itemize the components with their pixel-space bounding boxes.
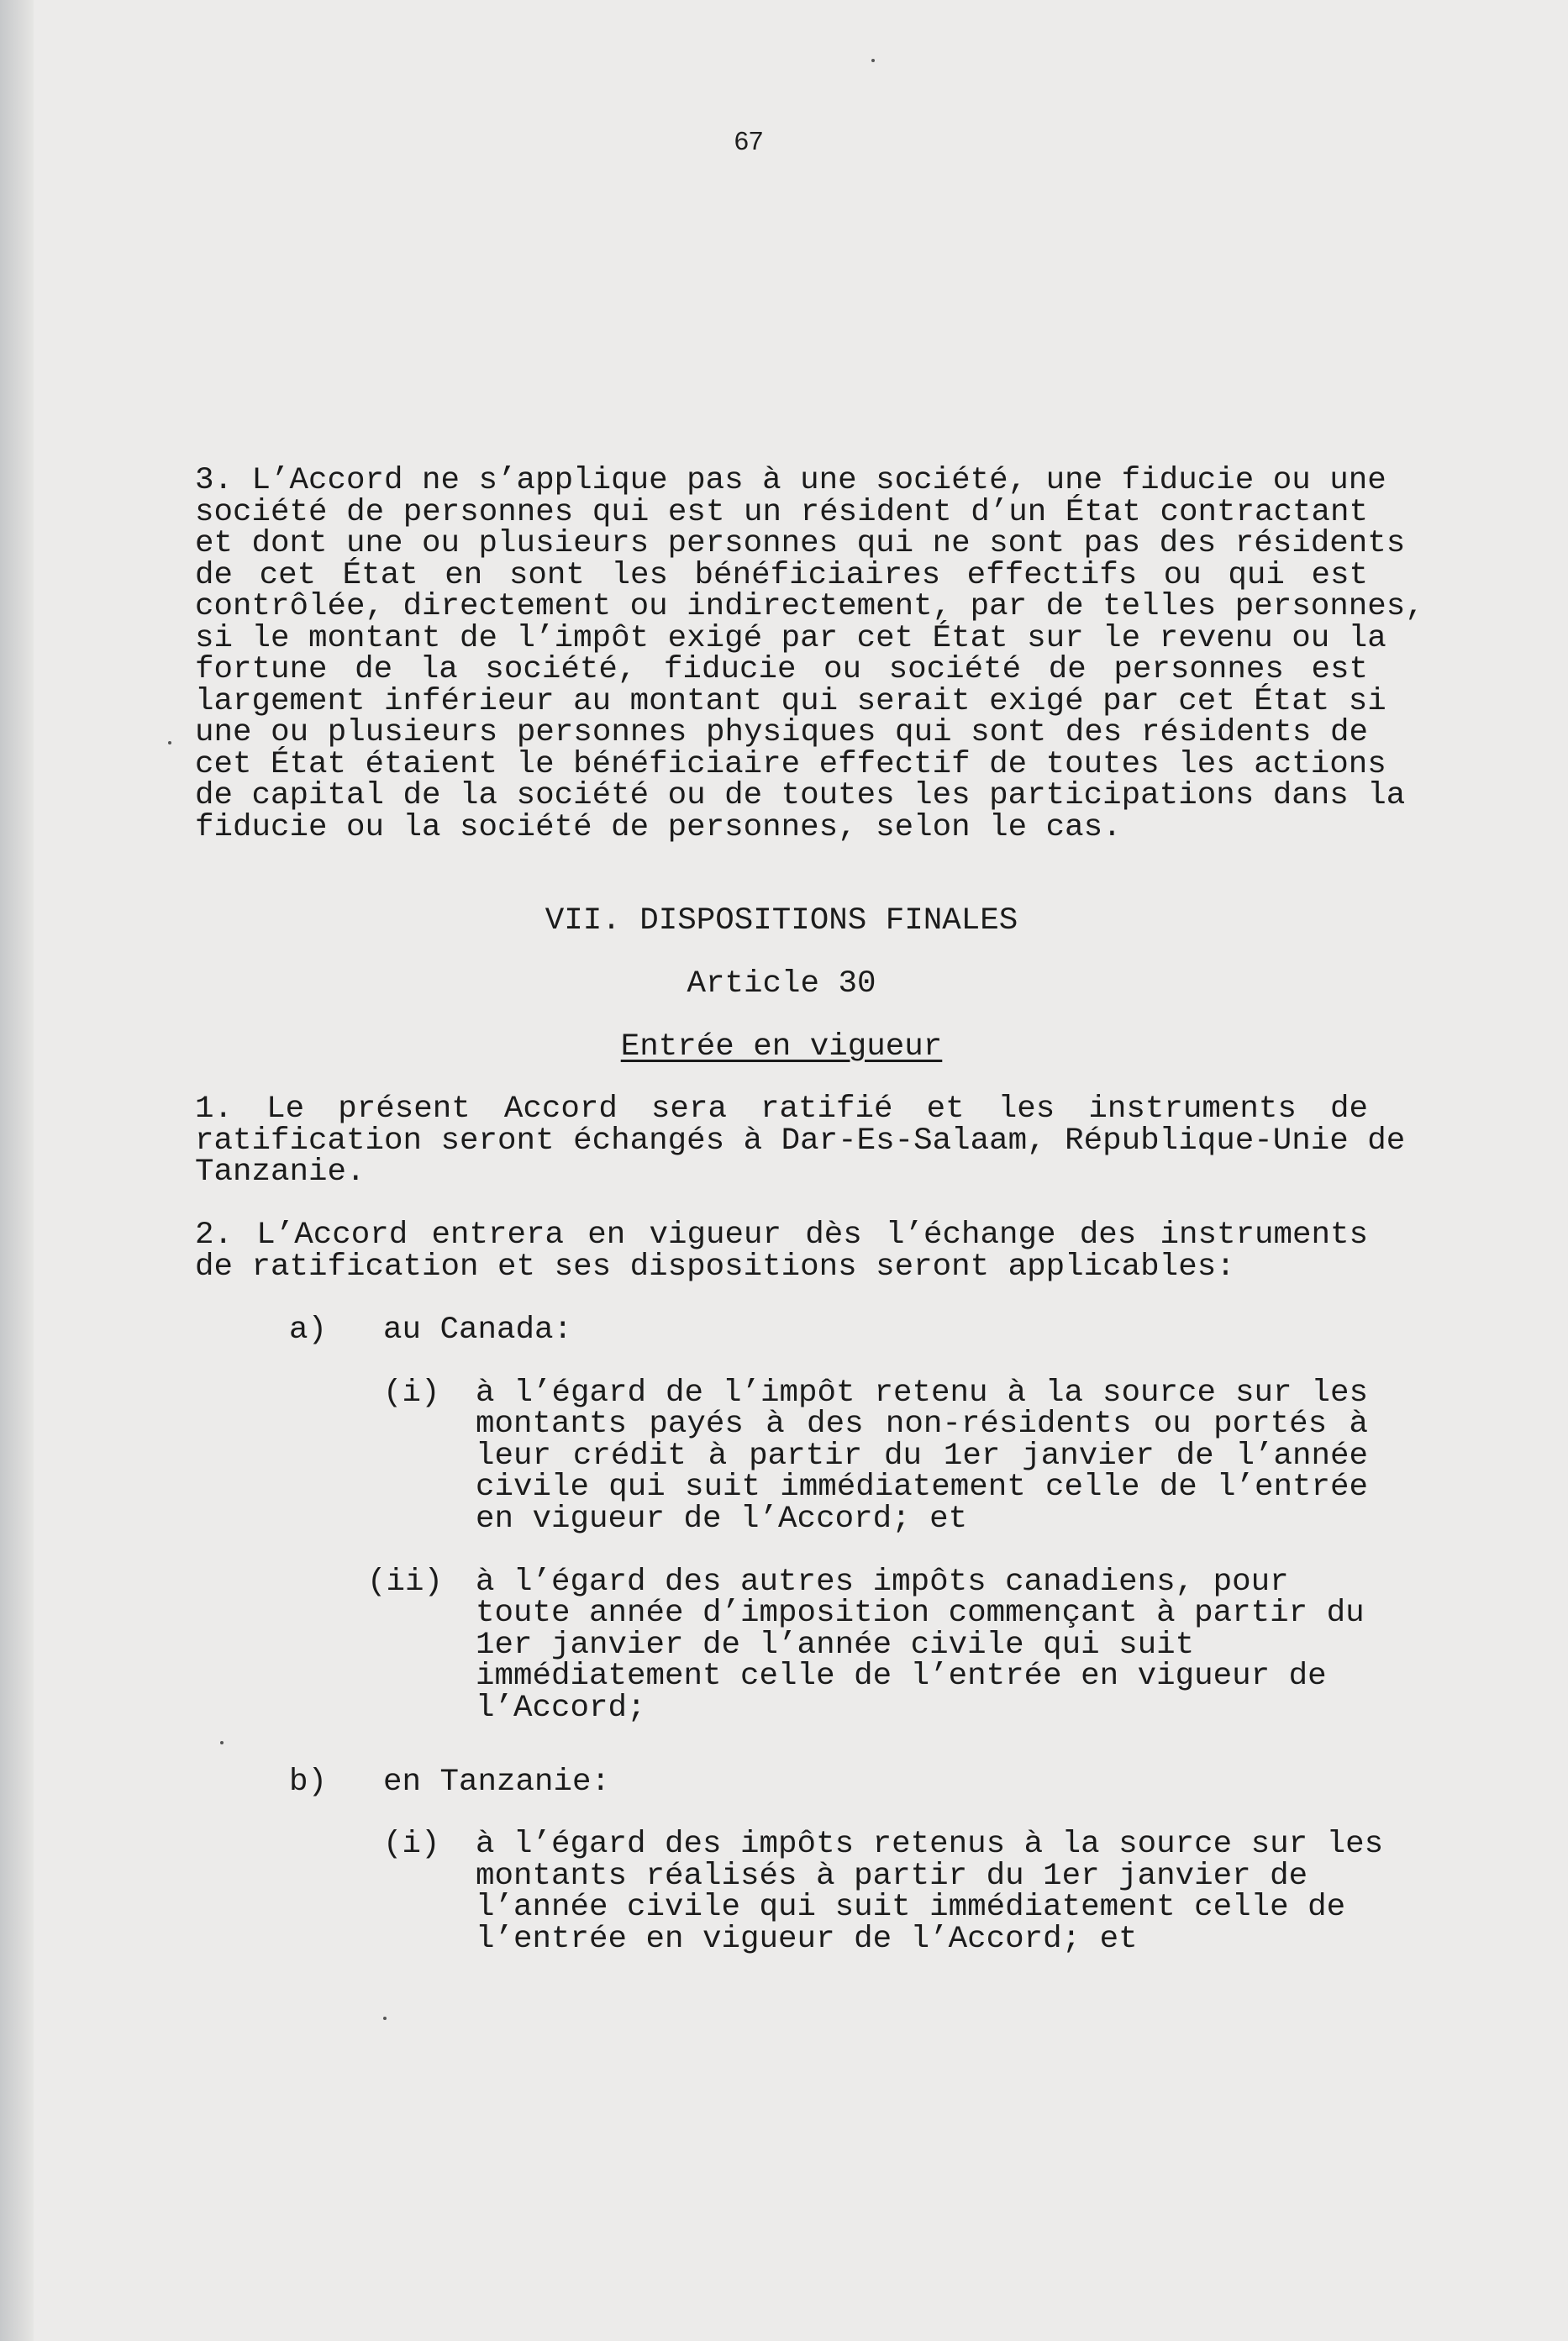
item-marker: a) (289, 1313, 328, 1348)
paragraph-line: contrôlée, directement ou indirectement, par de telles personnes, (195, 589, 1424, 624)
scan-speck (220, 1741, 224, 1744)
paragraph-line: société de personnes qui est un résident d’un État contractant (195, 495, 1368, 530)
scan-speck (168, 741, 171, 744)
subitem-line: 1er janvier de l’année civile qui suit (476, 1628, 1195, 1663)
paragraph-line: fiducie ou la société de personnes, selon le cas. (195, 810, 1122, 845)
subitem-marker: (i) (383, 1827, 440, 1862)
paragraph-line: 2. L’Accord entrera en vigueur dès l’échange des instruments (195, 1218, 1368, 1253)
subitem-marker: (i) (383, 1376, 440, 1411)
paragraph-line: Tanzanie. (195, 1155, 366, 1190)
scan-left-edge (0, 0, 34, 2341)
article-heading: Article 30 (687, 966, 876, 1002)
scan-speck (383, 2017, 387, 2020)
section-heading: VII. DISPOSITIONS FINALES (545, 903, 1018, 939)
paragraph-line: de ratification et ses dispositions seront applicables: (195, 1249, 1235, 1285)
paragraph-line: si le montant de l’impôt exigé par cet État sur le revenu ou la (195, 621, 1386, 656)
subitem-line: immédiatement celle de l’entrée en vigueur de (476, 1659, 1327, 1694)
paragraph-line: cet État étaient le bénéficiaire effectif de toutes les actions (195, 747, 1386, 782)
article-title: Entrée en vigueur (620, 1029, 943, 1065)
subitem-line: en vigueur de l’Accord; et (476, 1502, 968, 1537)
subitem-marker: (ii) (367, 1565, 444, 1600)
item-label: au Canada: (383, 1313, 573, 1348)
paragraph-line: une ou plusieurs personnes physiques qui sont des résidents de (195, 715, 1368, 750)
paragraph-line: de cet État en sont les bénéficiaires effectifs ou qui est (195, 558, 1368, 593)
scan-speck (871, 59, 875, 62)
subitem-line: l’année civile qui suit immédiatement celle de (476, 1890, 1346, 1925)
paragraph-line: fortune de la société, fiducie ou société de personnes est (195, 652, 1368, 687)
subitem-line: à l’égard des autres impôts canadiens, pour (476, 1565, 1289, 1600)
item-label: en Tanzanie: (383, 1765, 611, 1800)
subitem-line: à l’égard des impôts retenus à la source sur les (476, 1827, 1384, 1862)
subitem-line: l’entrée en vigueur de l’Accord; et (476, 1922, 1138, 1957)
subitem-line: civile qui suit immédiatement celle de l’entrée (476, 1470, 1368, 1505)
item-marker: b) (289, 1765, 328, 1800)
subitem-line: à l’égard de l’impôt retenu à la source sur les (476, 1376, 1368, 1411)
paragraph-line: de capital de la société ou de toutes les participations dans la (195, 778, 1406, 813)
paragraph-line: 3. L’Accord ne s’applique pas à une société, une fiducie ou une (195, 463, 1386, 498)
subitem-line: montants payés à des non-résidents ou portés à (476, 1407, 1368, 1442)
paragraph-line: 1. Le présent Accord sera ratifié et les instruments de (195, 1092, 1368, 1127)
paragraph-line: et dont une ou plusieurs personnes qui ne sont pas des résidents (195, 526, 1406, 561)
paragraph-line: ratification seront échangés à Dar-Es-Salaam, République-Unie de (195, 1123, 1406, 1159)
paragraph-line: largement inférieur au montant qui serait exigé par cet État si (195, 684, 1386, 719)
subitem-line: montants réalisés à partir du 1er janvier de (476, 1859, 1308, 1894)
page-number: 67 (734, 126, 764, 155)
article-title-wrap (195, 1029, 1368, 1065)
subitem-line: l’Accord; (476, 1691, 646, 1726)
subitem-line: toute année d’imposition commençant à partir du (476, 1596, 1365, 1631)
subitem-line: leur crédit à partir du 1er janvier de l’année (476, 1439, 1368, 1474)
